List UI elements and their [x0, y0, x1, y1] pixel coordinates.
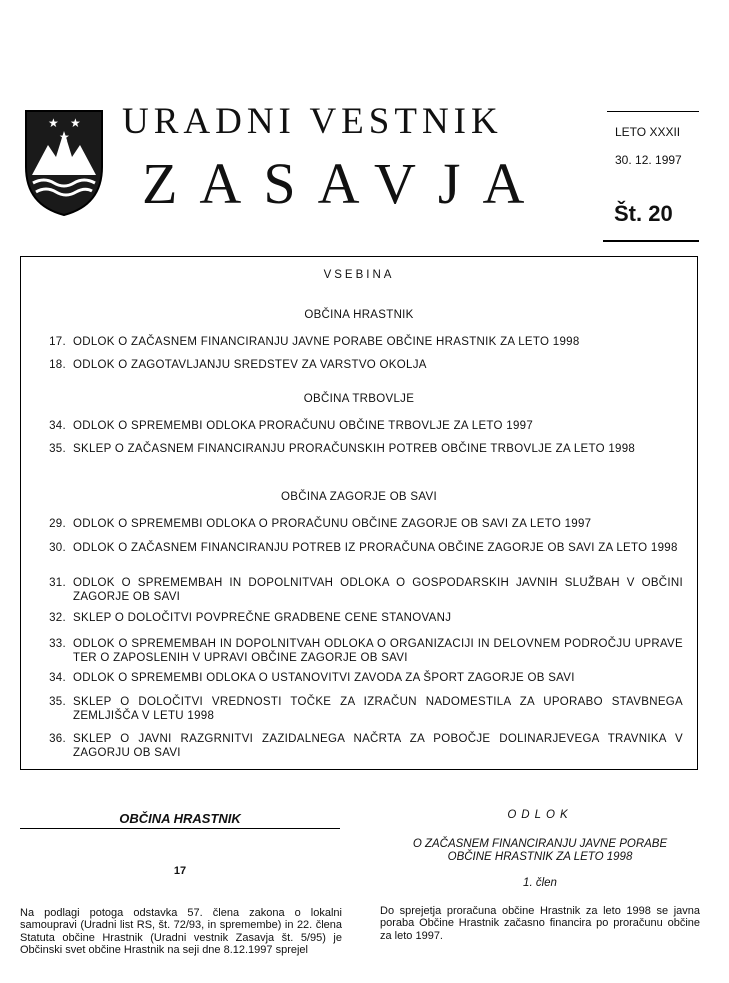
toc-item-number: 35. — [49, 696, 66, 708]
toc-section-zagorje: OBČINA ZAGORJE OB SAVI — [281, 491, 437, 503]
toc-item-number: 35. — [49, 443, 66, 455]
toc-item-number: 33. — [49, 638, 66, 650]
toc-item-title: SKLEP O DOLOČITVI VREDNOSTI TOČKE ZA IZRAČUN NADOMESTILA ZA UPORABO STAVBNEGA ZEMLJIŠČA V LETU 1998 — [73, 696, 683, 722]
article-heading: 1. člen — [523, 877, 557, 889]
masthead-bottom-rule — [603, 240, 699, 242]
heading-rule — [20, 828, 340, 829]
toc-item-number: 34. — [49, 420, 66, 432]
masthead-top-rule — [607, 111, 699, 112]
act-subtitle-line2: OBČINE HRASTNIK ZA LETO 1998 — [447, 851, 633, 863]
preamble-paragraph: Na podlagi potoga odstavka 57. člena zakona o lokalni samoupravi (Uradni list RS, št. 72/93, in spremembe) in 22. člena Statuta občine Hrastnik (Uradni vestnik Zasavja št. 5/95) je Občinski svet občine Hrastnik na seji dne 8.12.1997 sprejel — [20, 907, 342, 956]
svg-text:★: ★ — [59, 130, 70, 144]
act-subtitle-line1: O ZAČASNEM FINANCIRANJU JAVNE PORABE — [412, 838, 668, 850]
toc-item-title: ODLOK O SPREMEMBI ODLOKA O USTANOVITVI ZAVODA ZA ŠPORT ZAGORJE OB SAVI — [73, 672, 575, 684]
svg-text:★: ★ — [48, 116, 59, 130]
toc-item-title: ODLOK O ZAČASNEM FINANCIRANJU POTREB IZ PRORAČUNA OBČINE ZAGORJE OB SAVI ZA LETO 1998 — [73, 542, 678, 554]
toc-item-number: 18. — [49, 359, 66, 371]
toc-item-number: 36. — [49, 733, 66, 745]
toc-section-hrastnik: OBČINA HRASTNIK — [304, 309, 414, 321]
toc-heading: VSEBINA — [323, 269, 395, 281]
toc-item-title: SKLEP O ZAČASNEM FINANCIRANJU PRORAČUNSKIH POTREB OBČINE TRBOVLJE ZA LETO 1998 — [73, 443, 636, 455]
toc-item-number: 17. — [49, 336, 66, 348]
toc-item-title: ODLOK O ZAGOTAVLJANJU SREDSTEV ZA VARSTVO OKOLJA — [73, 359, 427, 371]
slovenian-coat-of-arms — [22, 105, 106, 217]
toc-item-title: SKLEP O JAVNI RAZGRNITVI ZAZIDALNEGA NAČRTA ZA POBOČJE DOLINARJEVEGA TRAVNIKA V ZAGORJU OB SAVI — [73, 733, 683, 759]
toc-item-title: ODLOK O SPREMEMBAH IN DOPOLNITVAH ODLOKA O GOSPODARSKIH JAVNIH SLUŽBAH V OBČINI ZAGORJE OB SAVI — [73, 577, 683, 603]
svg-text:★: ★ — [70, 116, 81, 130]
toc-item-title: ODLOK O ZAČASNEM FINANCIRANJU JAVNE PORABE OBČINE HRASTNIK ZA LETO 1998 — [73, 336, 580, 348]
issue-date: 30. 12. 1997 — [615, 153, 682, 167]
toc-section-trbovlje: OBČINA TRBOVLJE — [303, 393, 415, 405]
table-of-contents — [20, 256, 698, 770]
toc-item-title: ODLOK O SPREMEMBAH IN DOPOLNITVAH ODLOKA O ORGANIZACIJI IN DELOVNEM PODROČJU UPRAVE TER O ZAPOSLENIH V UPRAVI OBČINE ZAGORJE OB SAVI — [73, 638, 683, 664]
toc-item-number: 34. — [49, 672, 66, 684]
toc-item-title: SKLEP O DOLOČITVI POVPREČNE GRADBENE CENE STANOVANJ — [73, 612, 452, 624]
article-paragraph: Do sprejetja proračuna občine Hrastnik za leto 1998 se javna poraba Občine Hrastnik začasno financira po proračunu občine za leto 1997. — [380, 905, 700, 942]
toc-item-title: ODLOK O SPREMEMBI ODLOKA PRORAČUNU OBČINE TRBOVLJE ZA LETO 1997 — [73, 420, 534, 432]
act-type-heading: ODLOK — [507, 809, 573, 821]
masthead-title-line2: ZASAVJA — [142, 151, 547, 216]
issue-number: Št. 20 — [614, 201, 673, 226]
toc-item-number: 29. — [49, 518, 66, 530]
toc-item-number: 31. — [49, 577, 66, 589]
volume-label: LETO XXXII — [615, 125, 681, 139]
act-subtitle — [380, 838, 700, 864]
act-number: 17 — [173, 865, 187, 877]
toc-item-number: 30. — [49, 542, 66, 554]
masthead-title-line1: URADNI VESTNIK — [122, 101, 503, 142]
municipality-heading: OBČINA HRASTNIK — [119, 811, 241, 826]
toc-item-number: 32. — [49, 612, 66, 624]
toc-item-title: ODLOK O SPREMEMBI ODLOKA O PRORAČUNU OBČINE ZAGORJE OB SAVI ZA LETO 1997 — [73, 518, 592, 530]
